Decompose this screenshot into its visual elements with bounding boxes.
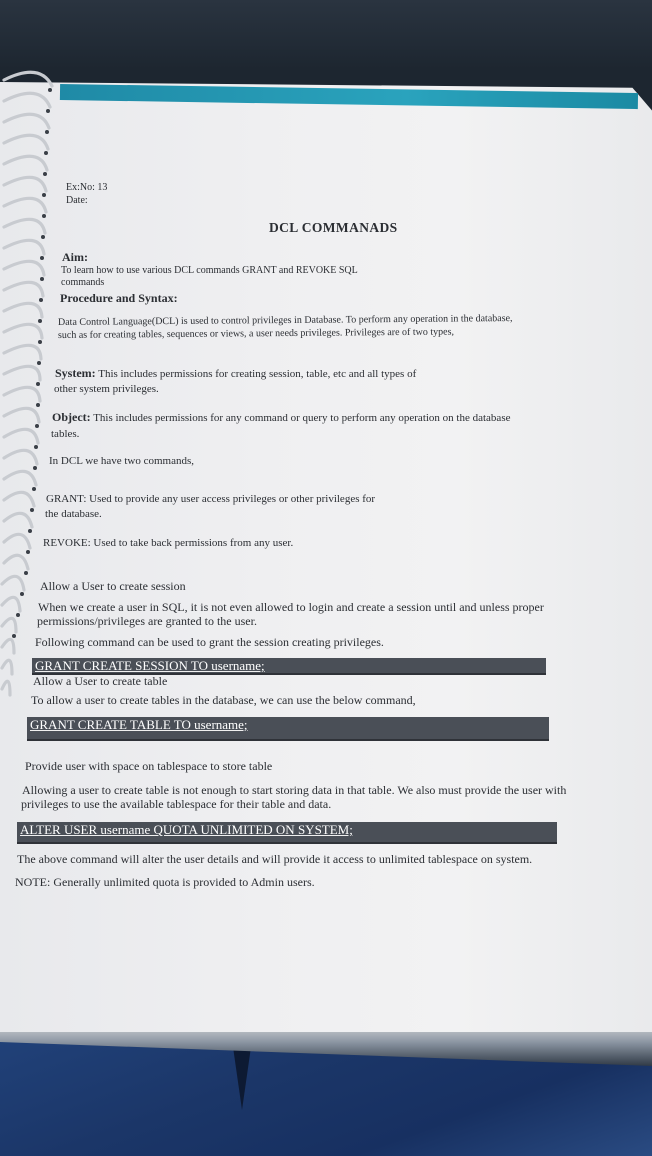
system-label: System: — [55, 366, 96, 380]
exercise-number: Ex:No: 13 — [66, 182, 108, 193]
object-label: Object: — [52, 410, 91, 424]
session-text2: permissions/privileges are granted to the user. — [37, 614, 257, 628]
revoke-line: REVOKE: Used to take back permissions from any user. — [43, 537, 294, 549]
session-heading: Allow a User to create session — [40, 579, 186, 593]
date-label: Date: — [66, 195, 88, 206]
aim-heading: Aim: — [62, 250, 88, 264]
alter-user-command-text: ALTER USER username QUOTA UNLIMITED ON SYSTEM; — [20, 822, 353, 837]
space-text1: Allowing a user to create table is not enough to start storing data in that table. We also must provide the user with — [22, 783, 567, 797]
system-line1 — [55, 366, 416, 381]
grant-table-command-text: GRANT CREATE TABLE TO username; — [30, 717, 248, 732]
table-heading: Allow a User to create table — [33, 674, 168, 688]
aim-text-line2: commands — [61, 277, 105, 288]
object-text1: This includes permissions for any command or query to perform any operation on the database — [90, 412, 511, 424]
procedure-heading: Procedure and Syntax: — [60, 291, 178, 305]
grant-session-command-text: GRANT CREATE SESSION TO username; — [35, 658, 265, 673]
note-text: NOTE: Generally unlimited quota is provided to Admin users. — [15, 875, 315, 889]
system-line2: other system privileges. — [54, 383, 159, 395]
session-text3: Following command can be used to grant the session creating privileges. — [35, 635, 384, 649]
grant-table-command — [27, 717, 549, 741]
session-text1: When we create a user in SQL, it is not even allowed to login and create a session until and unless proper — [38, 600, 544, 614]
aim-text-line1: To learn how to use various DCL commands GRANT and REVOKE SQL — [61, 265, 358, 276]
grant-session-command — [32, 658, 546, 675]
system-text1: This includes permissions for creating session, table, etc and all types of — [95, 368, 417, 380]
procedure-line1: Data Control Language(DCL) is used to control privileges in Database. To perform any operation in the database, — [57, 313, 513, 328]
procedure-line2: such as for creating tables, sequences or views, a user needs privileges. Privileges are of two types, — [57, 326, 455, 341]
alter-user-command — [17, 822, 557, 844]
object-line1 — [52, 410, 510, 425]
space-after-text: The above command will alter the user details and will provide it access to unlimited tablespace on system. — [17, 852, 533, 866]
grant-line2: the database. — [45, 508, 102, 520]
page-title: DCL COMMANADS — [269, 220, 398, 235]
dcl-intro: In DCL we have two commands, — [49, 455, 195, 467]
space-text2: privileges to use the available tablespace for their table and data. — [21, 797, 332, 811]
object-line2: tables. — [51, 428, 80, 440]
space-heading: Provide user with space on tablespace to store table — [25, 759, 273, 773]
grant-line1: GRANT: Used to provide any user access privileges or other privileges for — [46, 493, 376, 505]
table-text1: To allow a user to create tables in the database, we can use the below command, — [31, 693, 416, 707]
